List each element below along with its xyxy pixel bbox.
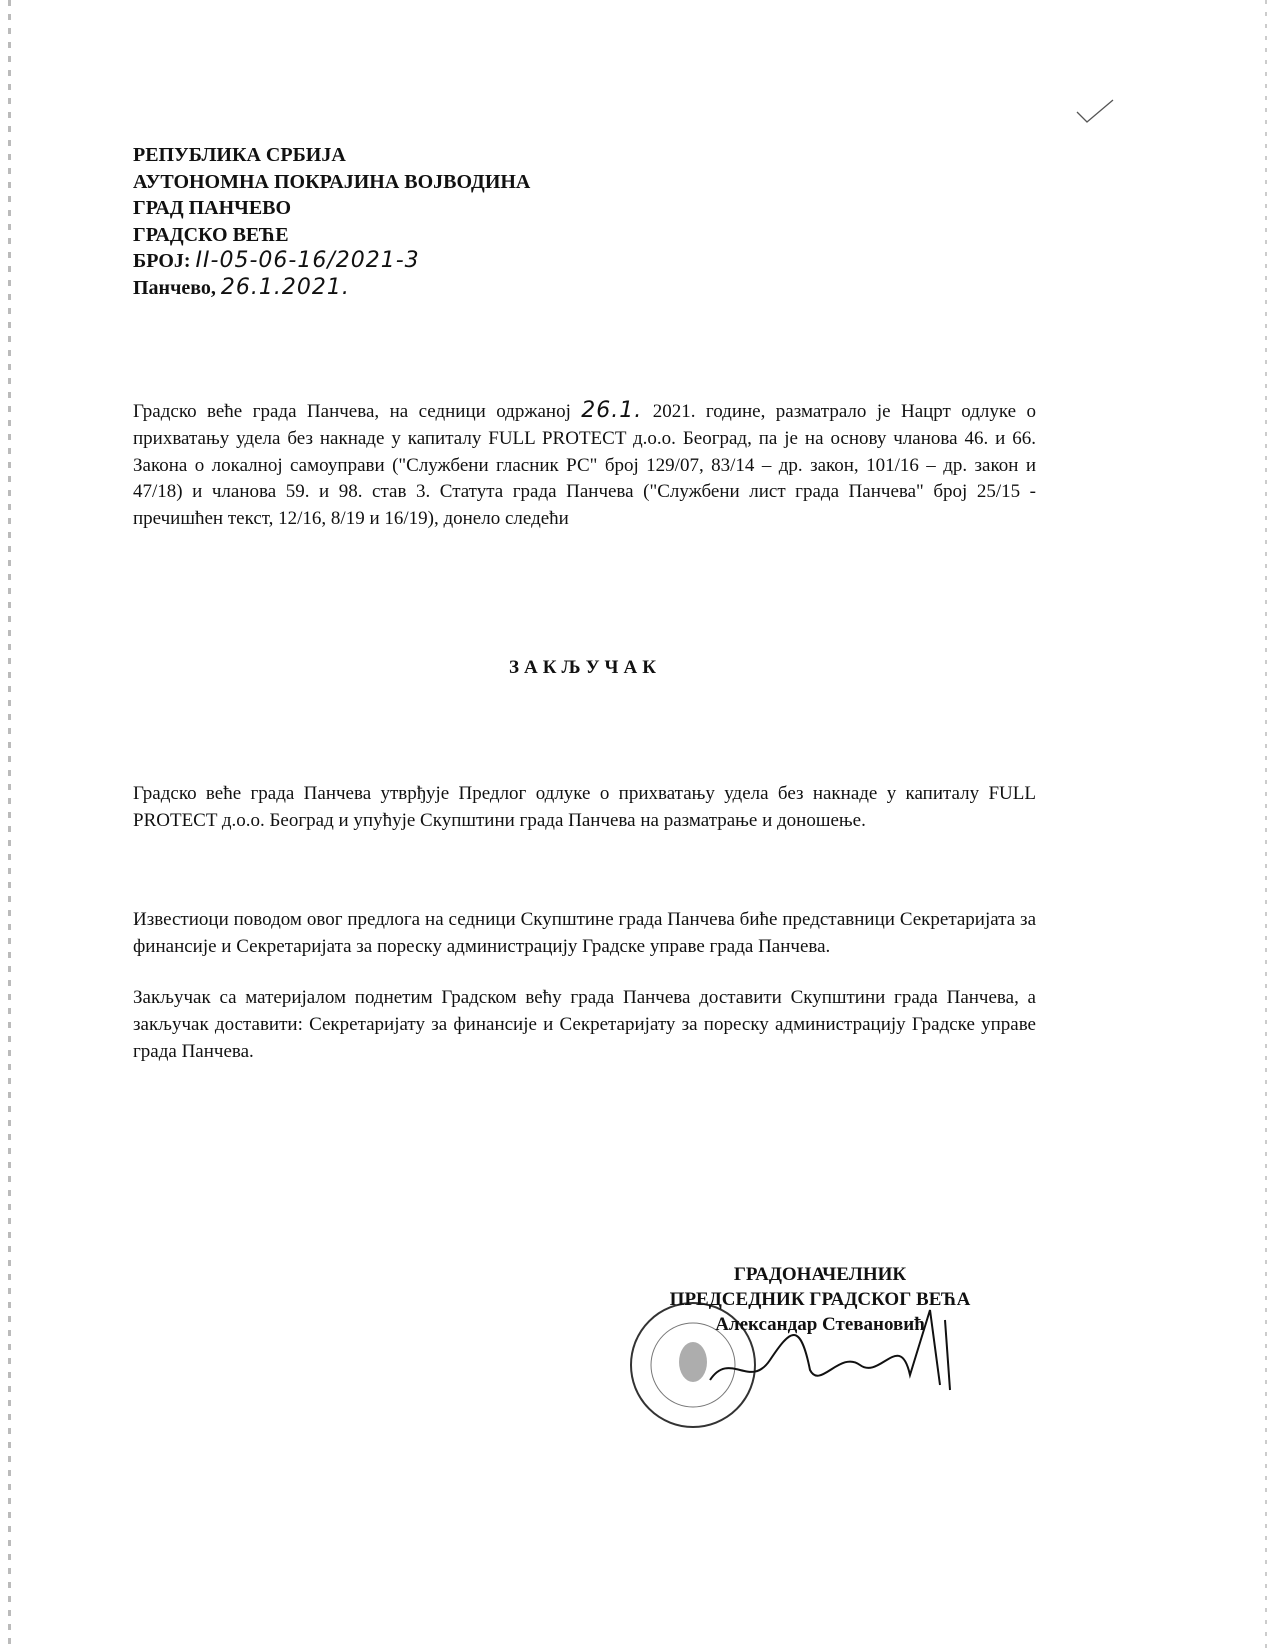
- header-place-date: [133, 275, 530, 302]
- scan-edge-left: [8, 0, 11, 1651]
- signature-name: Александар Стевановић: [715, 1314, 925, 1335]
- conclusion-paragraph-2: Известиоци поводом овог предлога на седници Скупштине града Панчева биће представници Секретаријата за финансије и Секретаријата за пореску администрацију Градске управе града Панчева.: [133, 909, 1036, 957]
- number-label: БРОЈ:: [133, 250, 191, 272]
- header-country: РЕПУБЛИКА СРБИЈА: [133, 144, 346, 166]
- intro-paragraph: [133, 398, 1036, 533]
- checkmark-icon: [1075, 98, 1115, 126]
- scan-edge-right: [1265, 0, 1267, 1651]
- document-header: [133, 142, 530, 301]
- signature-role-mayor: ГРАДОНАЧЕЛНИК: [733, 1264, 907, 1285]
- header-council: ГРАДСКО ВЕЋЕ: [133, 223, 289, 246]
- intro-text-2: 2021. године, разматрало је Нацрт одлуке о прихватању удела без накнаде у капиталу FULL PROTECT д.о.о. Београд, па је на основу чланова 46. и 66. Закона о локалној самоуправи ("Службени гласник РС" број 129/07, 83/14 – др. закон, 101/16 – др. закон и 47/18) и чланова 59. и 98. став 3. Статута града Панчева ("Службени лист града Панчева" број 25/15 - пречишћен текст, 12/16, 8/19 и 16/19), донело следећи: [133, 401, 1037, 530]
- number-value: II-05-06-16/2021-3: [195, 248, 420, 273]
- signature-role-president: ПРЕДСЕДНИК ГРАДСКОГ ВЕЋА: [669, 1289, 971, 1310]
- date-value: 26.1.2021.: [220, 274, 350, 300]
- header-province: АУТОНОМНА ПОКРАЈИНА ВОЈВОДИНА: [133, 170, 531, 193]
- header-city: ГРАД ПАНЧЕВО: [133, 197, 292, 219]
- handwritten-signature: [700, 1290, 980, 1400]
- conclusion-paragraph-3: Закључак са материјалом поднетим Градском већу града Панчева доставити Скупштини града Панчева, а закључак доставити: Секретаријату за финансије и Секретаријату за пореску администрацију Градске управе града Панчева.: [133, 987, 1036, 1062]
- place-label: Панчево,: [133, 276, 216, 299]
- header-number: [133, 248, 530, 275]
- session-date: 26.1.: [581, 398, 643, 423]
- document-title: ЗАКЉУЧАК: [509, 657, 661, 678]
- conclusion-paragraph-1: Градско веће града Панчева утврђује Предлог одлуке о прихватању удела без накнаде у капиталу FULL PROTECT д.о.о. Београд и упућује Скупштини града Панчева на разматрање и доношење.: [133, 783, 1036, 831]
- intro-text-1: Градско веће града Панчева, на седници одржаној: [133, 401, 571, 422]
